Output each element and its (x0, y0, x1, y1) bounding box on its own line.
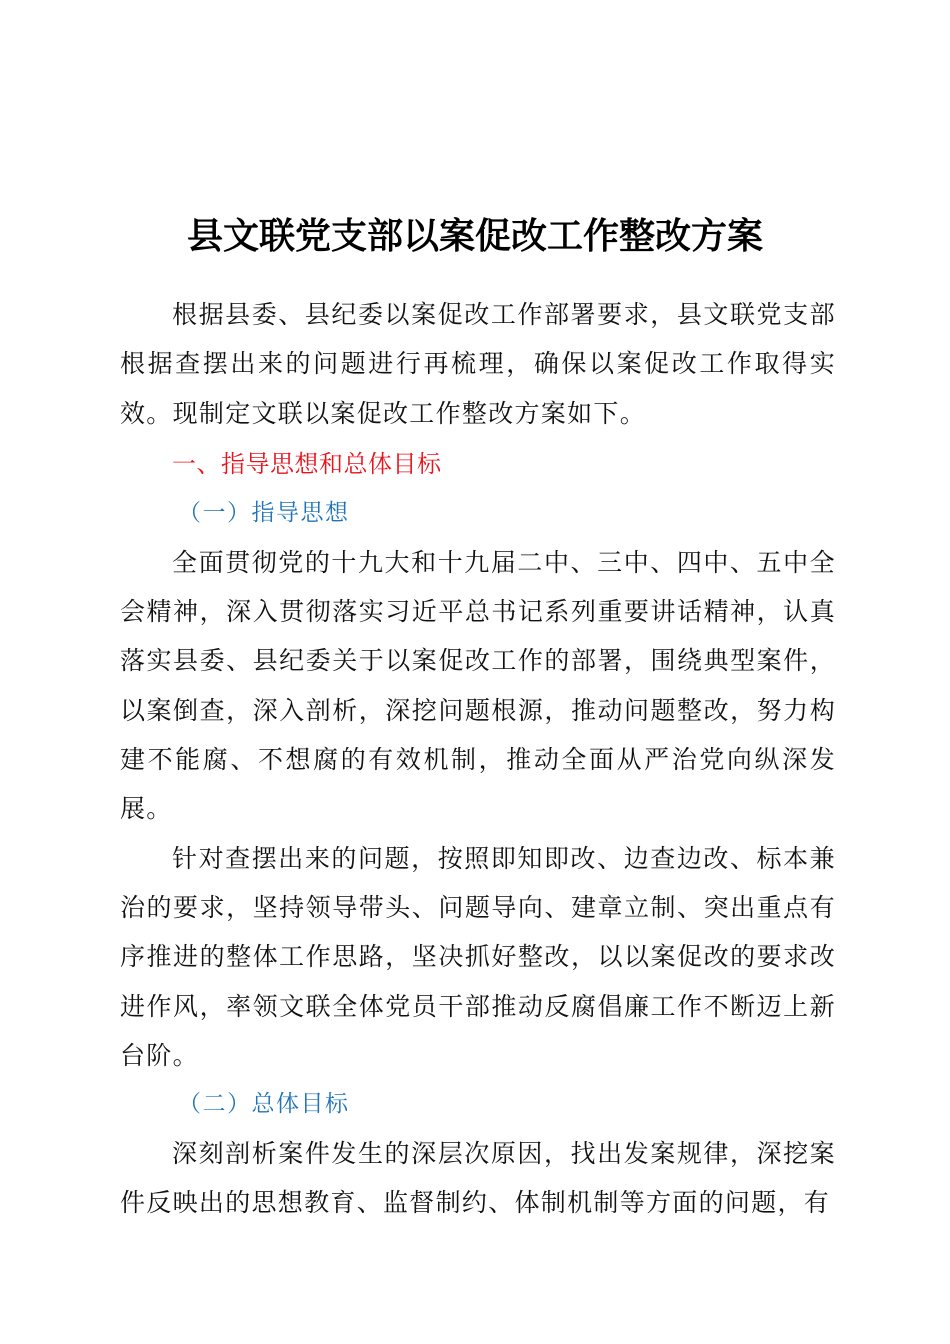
subsection-heading-overall-goal: （二）总体目标 (178, 1091, 350, 1118)
subsection-heading-guiding-thought: （一）指导思想 (178, 499, 350, 526)
document-body (120, 290, 836, 1228)
document-title: 县文联党支部以案促改工作整改方案 (186, 215, 763, 257)
overall-goal-paragraph-1: 深刻剖析案件发生的深层次原因，找出发案规律，深挖案件反映出的思想教育、监督制约、体制机制等方面的问题，有 (120, 1139, 836, 1218)
intro-paragraph: 根据县委、县纪委以案促改工作部署要求，县文联党支部根据查摆出来的问题进行再梳理，确保以案促改工作取得实效。现制定文联以案促改工作整改方案如下。 (120, 300, 836, 428)
guiding-thought-paragraph-2: 针对查摆出来的问题，按照即知即改、边查边改、标本兼治的要求，坚持领导带头、问题导向、建章立制、突出重点有序推进的整体工作思路，坚决抓好整改，以以案促改的要求改进作风，率领文联全体党员干部推动反腐倡廉工作不断迈上新台阶。 (120, 843, 836, 1070)
guiding-thought-paragraph-1: 全面贯彻党的十九大和十九届二中、三中、四中、五中全会精神，深入贯彻落实习近平总书记系列重要讲话精神，认真落实县委、县纪委关于以案促改工作的部署，围绕典型案件，以案倒查，深入剖析，深挖问题根源，推动问题整改，努力构建不能腐、不想腐的有效机制，推动全面从严治党向纵深发展。 (120, 547, 836, 824)
section-heading-guiding-and-goals: 一、指导思想和总体目标 (172, 449, 442, 478)
